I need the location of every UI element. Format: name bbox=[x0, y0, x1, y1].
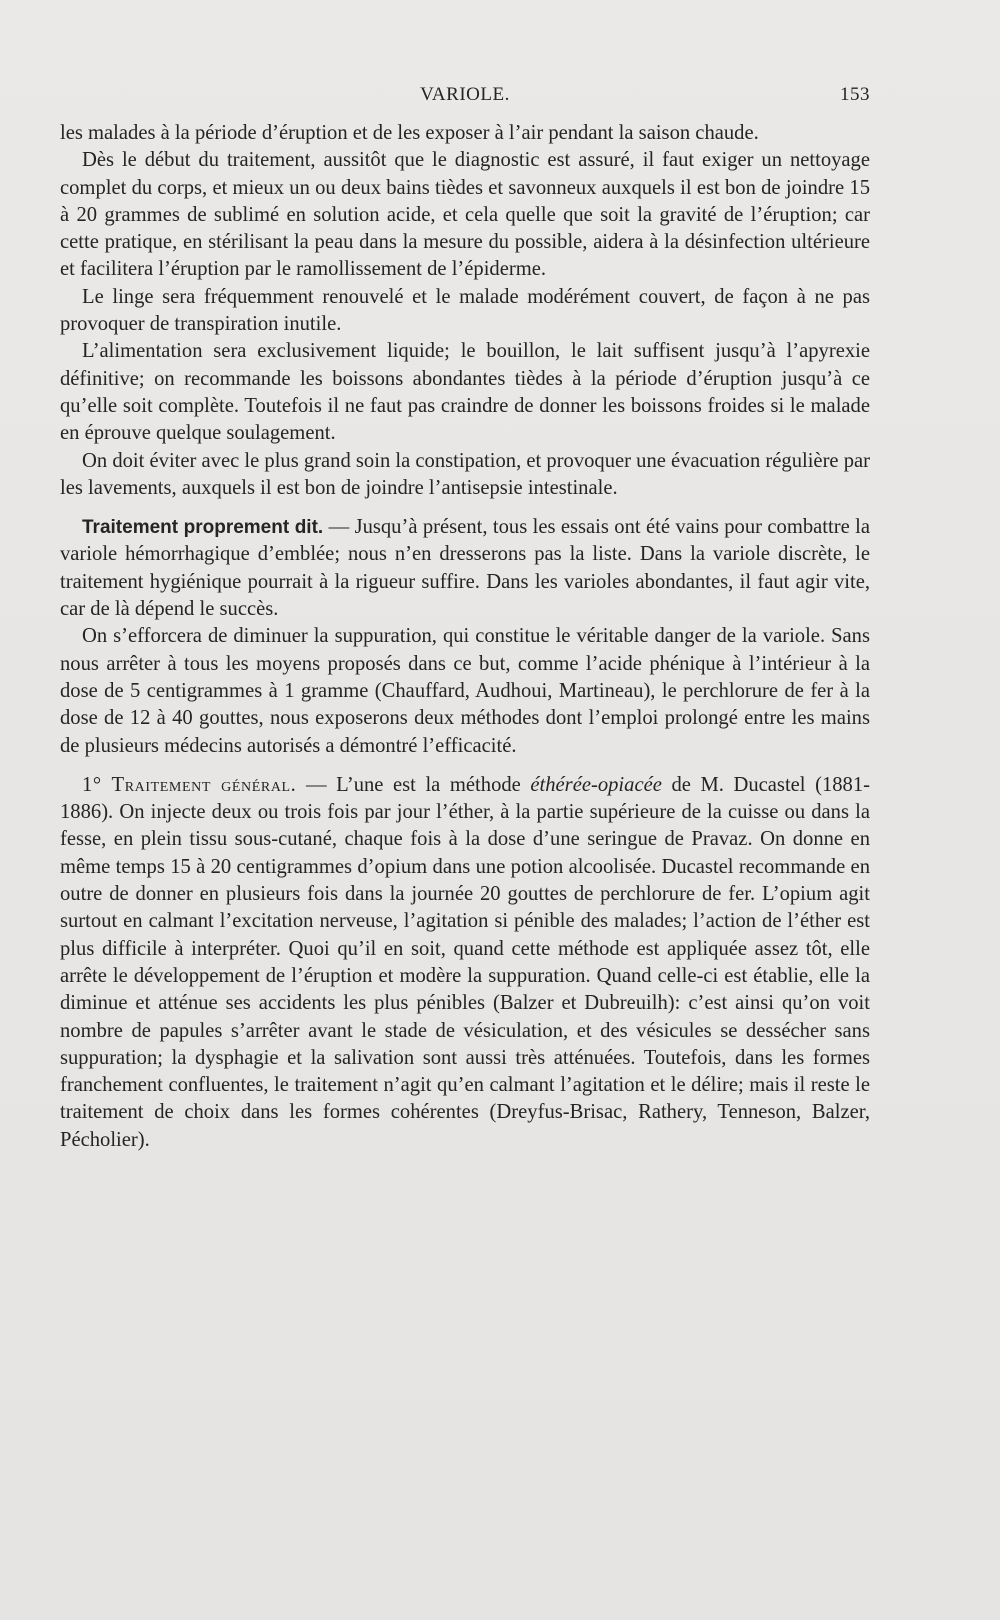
paragraph-suppuration bbox=[60, 623, 870, 759]
paragraph-text: On s’efforcera de diminuer la suppuration, qui constitue le véritable danger de la variole. Sans nous arrêter à tous les moyens proposés dans ce but, comme l’acide phénique à l’intérieur à la dose de 5 centigrammes à 1 gramme (Chauffard, Audhoui, Martineau), le perchlorure de fer à la dose de 12 à 40 gouttes, nous exposerons deux méthodes dont l’emploi prolongé entre les mains de plusieurs médecins autorisés a démontré l’efficacité. bbox=[60, 625, 870, 757]
body-text bbox=[60, 120, 870, 1154]
section-heading: 1° Traitement général. bbox=[82, 773, 297, 796]
paragraph-text: L’alimentation sera exclusivement liquide; le bouillon, le lait suffisent jusqu’à l’apyrexie définitive; on recommande les boissons abondantes tièdes à la période d’éruption jusqu’à ce qu’elle soit complète. Toutefois il ne faut pas craindre de donner les boissons froides si le malade en éprouve quelque soulagement. bbox=[60, 340, 870, 445]
paragraph-text: Le linge sera fréquemment renouvelé et le malade modérément couvert, de façon à ne pas provoquer de transpiration inutile. bbox=[60, 285, 870, 336]
paragraph-diet bbox=[60, 338, 870, 447]
paragraph-text: de M. Ducastel (1881-1886). On injecte deux ou trois fois par jour l’éther, à la partie supérieure de la cuisse ou dans la fesse, en plein tissu sous-cutané, chaque fois à la dose d’une seringue de Pravaz. On donne en même temps 15 à 20 centigrammes d’opium dans une potion alcoolisée. Ducastel recommande en outre de donner en plusieurs fois dans la journée 20 gouttes de perchlorure de fer. L’opium agit surtout en calmant l’excitation nerveuse, l’agitation si pénible des malades; l’action de l’éther est plus difficile à interpréter. Quoi qu’il en soit, quand cette méthode est appliquée assez tôt, elle arrête le développement de l’éruption et modère la suppuration. Quand celle-ci est établie, elle la diminue et atténue ses accidents les plus pénibles (Balzer et Dubreuilh): c’est ainsi qu’on voit nombre de papules s’arrêter avant le stade de vésiculation, et des vésicules se dessécher sans suppuration; la dysphagie et la salivation sont aussi très atténuées. Toutefois, dans les formes franchement confluentes, le traitement n’agit qu’en calmant l’agitation et le délire; mais il reste le traitement de choix dans les formes cohérentes (Dreyfus-Brisac, Rathery, Tenneson, Balzer, Pécholier). bbox=[60, 773, 870, 1151]
paragraph-text: — L’une est la méthode bbox=[296, 773, 531, 796]
paragraph-text: — Jusqu’à présent, tous les essais ont été vains pour combattre la variole hémorrhagique d’emblée; nous n’en dresserons pas la liste. Dans la variole discrète, le traitement hygiénique pourrait à la rigueur suffire. Dans les varioles abondantes, il faut agir vite, car de là dépend le succès. bbox=[60, 516, 870, 621]
paragraph-linen bbox=[60, 284, 870, 339]
emphasis-term: éthérée-opiacée bbox=[530, 773, 662, 796]
section-heading: Traitement proprement dit. bbox=[82, 517, 324, 539]
running-title: VARIOLE. bbox=[420, 84, 510, 105]
paragraph-general-treatment bbox=[60, 772, 870, 1154]
running-head bbox=[60, 84, 870, 112]
paragraph-constipation bbox=[60, 448, 870, 503]
paragraph-continued bbox=[60, 120, 870, 147]
paragraph-text: Dès le début du traitement, aussitôt que le diagnostic est assuré, il faut exiger un nettoyage complet du corps, et mieux un ou deux bains tièdes et savonneux auxquels il est bon de joindre 15 à 20 grammes de sublimé en solution acide, et cela quelle que soit la gravité de l’éruption; car cette pratique, en stérilisant la peau dans la mesure du possible, aidera à la désinfection ultérieure et facilitera l’éruption par le ramollissement de l’épiderme. bbox=[60, 149, 870, 281]
paragraph-text: les malades à la période d’éruption et de les exposer à l’air pendant la saison chaude. bbox=[60, 122, 759, 144]
paragraph-bath-hygiene bbox=[60, 147, 870, 283]
page-number: 153 bbox=[840, 84, 870, 105]
paragraph-treatment-proper bbox=[60, 514, 870, 623]
paragraph-text: On doit éviter avec le plus grand soin la constipation, et provoquer une évacuation régulière par les lavements, auxquels il est bon de joindre l’antisepsie intestinale. bbox=[60, 449, 871, 499]
